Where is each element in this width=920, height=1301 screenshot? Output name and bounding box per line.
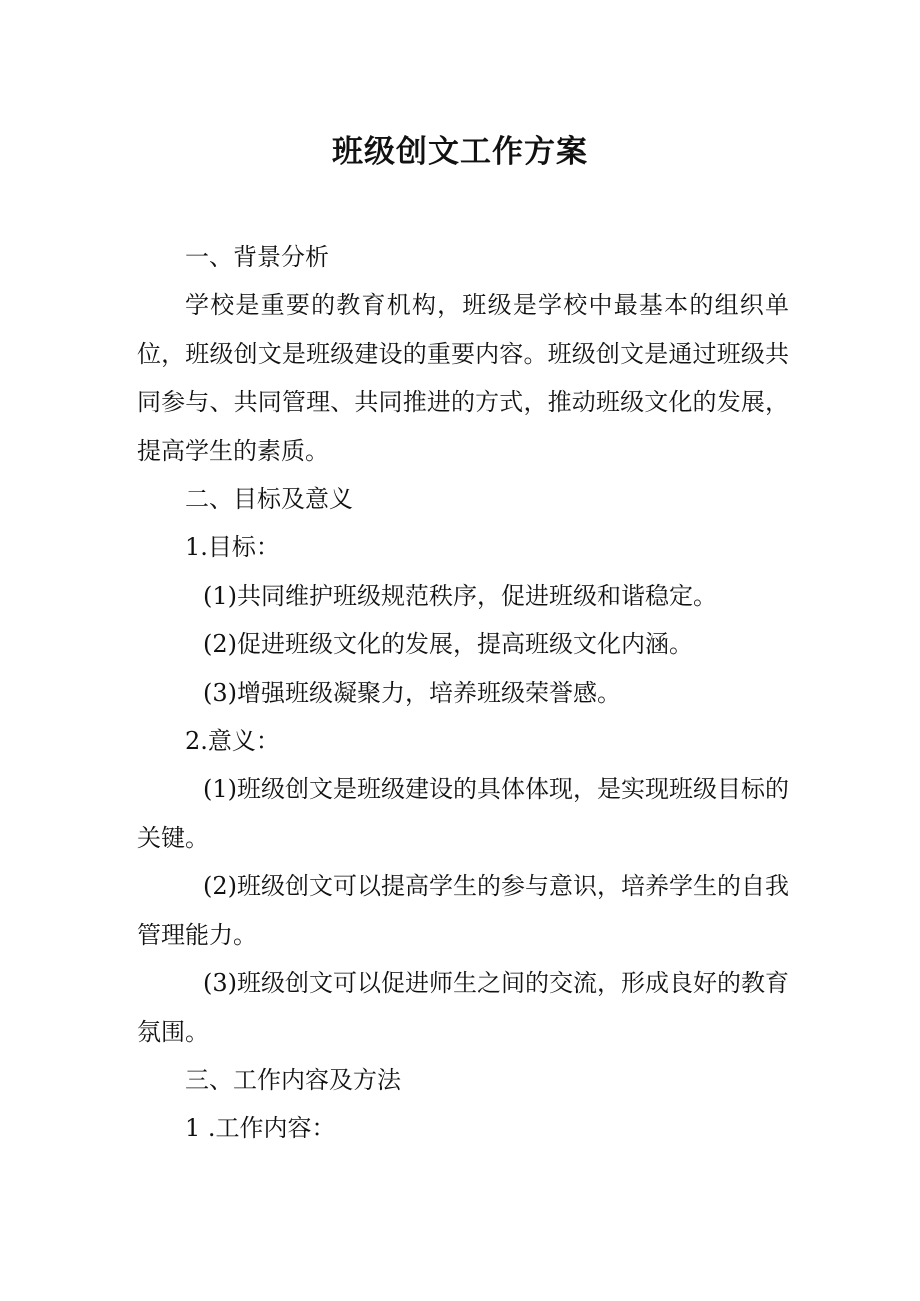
list-item-goal-3: (3)增强班级凝聚力，培养班级荣誉感。 (203, 678, 621, 707)
heading-background: 一、背景分析 (185, 243, 329, 271)
heading-work-content: 三、工作内容及方法 (185, 1065, 401, 1094)
subheading-work-content: 1 .工作内容： (185, 1114, 336, 1143)
document-body (137, 233, 789, 1153)
subheading-significance: 2.意义： (185, 727, 280, 756)
list-item-goal-1: (1)共同维护班级规范秩序，促进班级和谐稳定。 (203, 581, 717, 610)
paragraph-background: 学校是重要的教育机构，班级是学校中最基本的组织单位，班级创文是班级建设的重要内容。班级创文是通过班级共同参与、共同管理、共同推进的方式，推动班级文化的发展，提高学生的素质。 (137, 291, 789, 465)
list-item-significance-1: (1)班级创文是班级建设的具体体现，是实现班级目标的关键。 (137, 775, 789, 852)
list-item-significance-2: (2)班级创文可以提高学生的参与意识，培养学生的自我管理能力。 (137, 872, 789, 949)
list-item-significance-3: (3)班级创文可以促进师生之间的交流，形成良好的教育氛围。 (137, 969, 789, 1046)
list-item-goal-2: (2)促进班级文化的发展，提高班级文化内涵。 (203, 630, 693, 659)
subheading-goal: 1.目标： (185, 533, 280, 562)
heading-goals: 二、目标及意义 (185, 485, 353, 514)
document-title: 班级创文工作方案 (332, 134, 588, 170)
